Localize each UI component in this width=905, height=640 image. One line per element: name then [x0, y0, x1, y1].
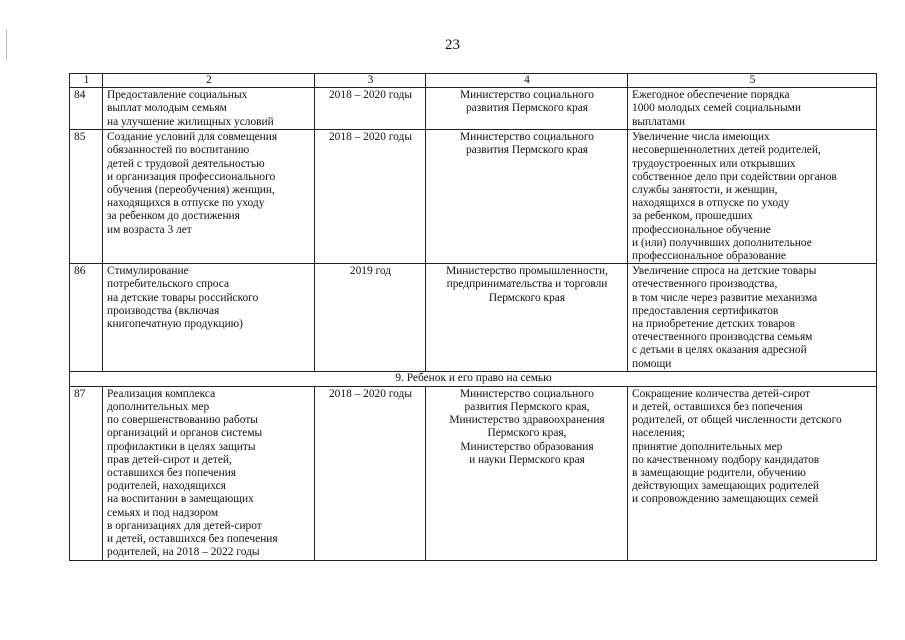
- result-line: в том числе через развитие механизма: [632, 291, 818, 304]
- result-line: Сокращение количества детей-сирот: [632, 387, 811, 400]
- section-heading: 9. Ребенок и его право на семью: [70, 371, 877, 386]
- measure-cell: [103, 88, 315, 130]
- measure-line: дополнительных мер: [107, 401, 210, 414]
- measure-line: профилактики в целях защиты: [107, 440, 256, 453]
- row-number: 86: [70, 264, 103, 372]
- result-line: профессиональное образование: [632, 250, 786, 263]
- table-row: [70, 88, 877, 130]
- executor-cell: [426, 386, 628, 560]
- result-line: в замещающие родители, обучению: [632, 467, 806, 480]
- measure-line: в организациях для детей-сирот: [107, 519, 262, 532]
- result-line: на приобретение детских товаров: [632, 318, 796, 331]
- result-line: Увеличение спроса на детские товары: [632, 265, 817, 278]
- measure-line: родителей, находящихся: [107, 480, 226, 493]
- executor-line: Министерство образования: [460, 440, 594, 453]
- result-line: предоставления сертификатов: [632, 304, 779, 317]
- measure-line: книгопечатную продукцию): [107, 318, 243, 331]
- executor-line: Министерство социального: [460, 387, 594, 400]
- executor-cell: [426, 130, 628, 264]
- measure-line: производства (включая: [107, 304, 220, 317]
- term-cell: 2019 год: [315, 264, 426, 372]
- result-line: Увеличение числа имеющих: [632, 131, 770, 144]
- result-line: находящихся в отпуске по уходу: [632, 197, 790, 210]
- row-number: 87: [70, 386, 103, 560]
- measure-line: по совершенствованию работы: [107, 414, 258, 427]
- result-line: по качественному подбору кандидатов: [632, 453, 820, 466]
- measure-cell: [103, 386, 315, 560]
- executor-line: Министерство здравоохранения: [449, 414, 605, 427]
- table-row: [70, 264, 877, 372]
- table-header-row: [70, 74, 877, 88]
- result-line: отечественного производства,: [632, 278, 778, 291]
- result-line: за ребенком, прошедших: [632, 210, 753, 223]
- measure-line: обязанностей по воспитанию: [107, 144, 250, 157]
- result-line: действующих замещающих родителей: [632, 480, 819, 493]
- measure-line: Стимулирование: [107, 265, 189, 278]
- executor-line: развития Пермского края: [465, 144, 589, 157]
- measure-line: за ребенком до достижения: [107, 210, 240, 223]
- executor-line: Министерство социального: [460, 131, 594, 144]
- measure-line: потребительского спроса: [107, 278, 230, 291]
- executor-line: Пермского края: [488, 291, 566, 304]
- measure-line: выплат молодым семьям: [107, 102, 227, 115]
- measure-line: находящихся в отпуске по уходу: [107, 197, 265, 210]
- result-line: родителей, от общей численности детского: [632, 414, 842, 427]
- table-row: [70, 386, 877, 560]
- result-line: выплатами: [632, 115, 686, 128]
- result-line: и (или) получивших дополнительное: [632, 236, 812, 249]
- page-number: 23: [445, 37, 460, 53]
- result-line: несовершеннолетних детей родителей,: [632, 144, 821, 157]
- result-cell: [628, 130, 877, 264]
- executor-line: и науки Пермского края: [469, 453, 585, 466]
- result-line: помощи: [632, 357, 672, 370]
- result-cell: [628, 264, 877, 372]
- result-line: 1000 молодых семей социальными: [632, 102, 801, 115]
- measure-line: Реализация комплекса: [107, 387, 216, 400]
- result-line: собственное дело при содействии органов: [632, 170, 837, 183]
- result-line: и детей, оставшихся без попечения: [632, 401, 803, 414]
- header-cell-5: 5: [628, 74, 877, 88]
- measure-line: на детские товары российского: [107, 291, 259, 304]
- measure-line: родителей, на 2018 – 2022 годы: [107, 546, 260, 559]
- row-number: 85: [70, 130, 103, 264]
- header-cell-3: 3: [315, 74, 426, 88]
- result-cell: [628, 386, 877, 560]
- result-line: принятие дополнительных мер: [632, 440, 783, 453]
- result-line: трудоустроенных или открывших: [632, 157, 796, 170]
- measure-line: прав детей-сирот и детей,: [107, 453, 232, 466]
- term-cell: 2018 – 2020 годы: [315, 386, 426, 560]
- measure-line: и организация профессионального: [107, 170, 276, 183]
- measure-cell: [103, 264, 315, 372]
- term-cell: 2018 – 2020 годы: [315, 88, 426, 130]
- result-cell: [628, 88, 877, 130]
- measure-line: обучения (переобучения) женщин,: [107, 184, 275, 197]
- header-cell-2: 2: [103, 74, 315, 88]
- row-number: 84: [70, 88, 103, 130]
- measure-line: организаций и органов системы: [107, 427, 263, 440]
- measure-line: на улучшение жилищных условий: [107, 115, 274, 128]
- executor-line: развития Пермского края: [465, 102, 589, 115]
- measure-line: семьях и под надзором: [107, 506, 219, 519]
- result-line: Ежегодное обеспечение порядка: [632, 89, 790, 102]
- header-cell-4: 4: [426, 74, 628, 88]
- measure-line: и детей, оставшихся без попечения: [107, 533, 278, 546]
- executor-line: Министерство социального: [460, 89, 594, 102]
- header-cell-1: 1: [70, 74, 103, 88]
- measures-table: [69, 73, 877, 561]
- executor-line: Министерство промышленности,: [446, 265, 608, 278]
- result-line: с детьми в целях оказания адресной: [632, 344, 807, 357]
- measure-line: детей с трудовой деятельностью: [107, 157, 265, 170]
- section-heading-row: [70, 371, 877, 386]
- measure-line: Создание условий для совмещения: [107, 131, 278, 144]
- measure-line: на воспитании в замещающих: [107, 493, 254, 506]
- result-line: службы занятости, и женщин,: [632, 184, 778, 197]
- result-line: и сопровождению замещающих семей: [632, 493, 819, 506]
- executor-line: развития Пермского края,: [464, 401, 590, 414]
- executor-line: Пермского края,: [487, 427, 567, 440]
- result-line: населения;: [632, 427, 685, 440]
- table-row: [70, 130, 877, 264]
- executor-line: предпринимательства и торговли: [446, 278, 608, 291]
- measure-cell: [103, 130, 315, 264]
- measure-line: им возраста 3 лет: [107, 223, 192, 236]
- result-line: отечественного производства семьям: [632, 331, 813, 344]
- executor-cell: [426, 264, 628, 372]
- measure-line: оставшихся без попечения: [107, 467, 237, 480]
- term-cell: 2018 – 2020 годы: [315, 130, 426, 264]
- result-line: профессиональное обучение: [632, 223, 771, 236]
- measure-line: Предоставление социальных: [107, 89, 248, 102]
- executor-cell: [426, 88, 628, 130]
